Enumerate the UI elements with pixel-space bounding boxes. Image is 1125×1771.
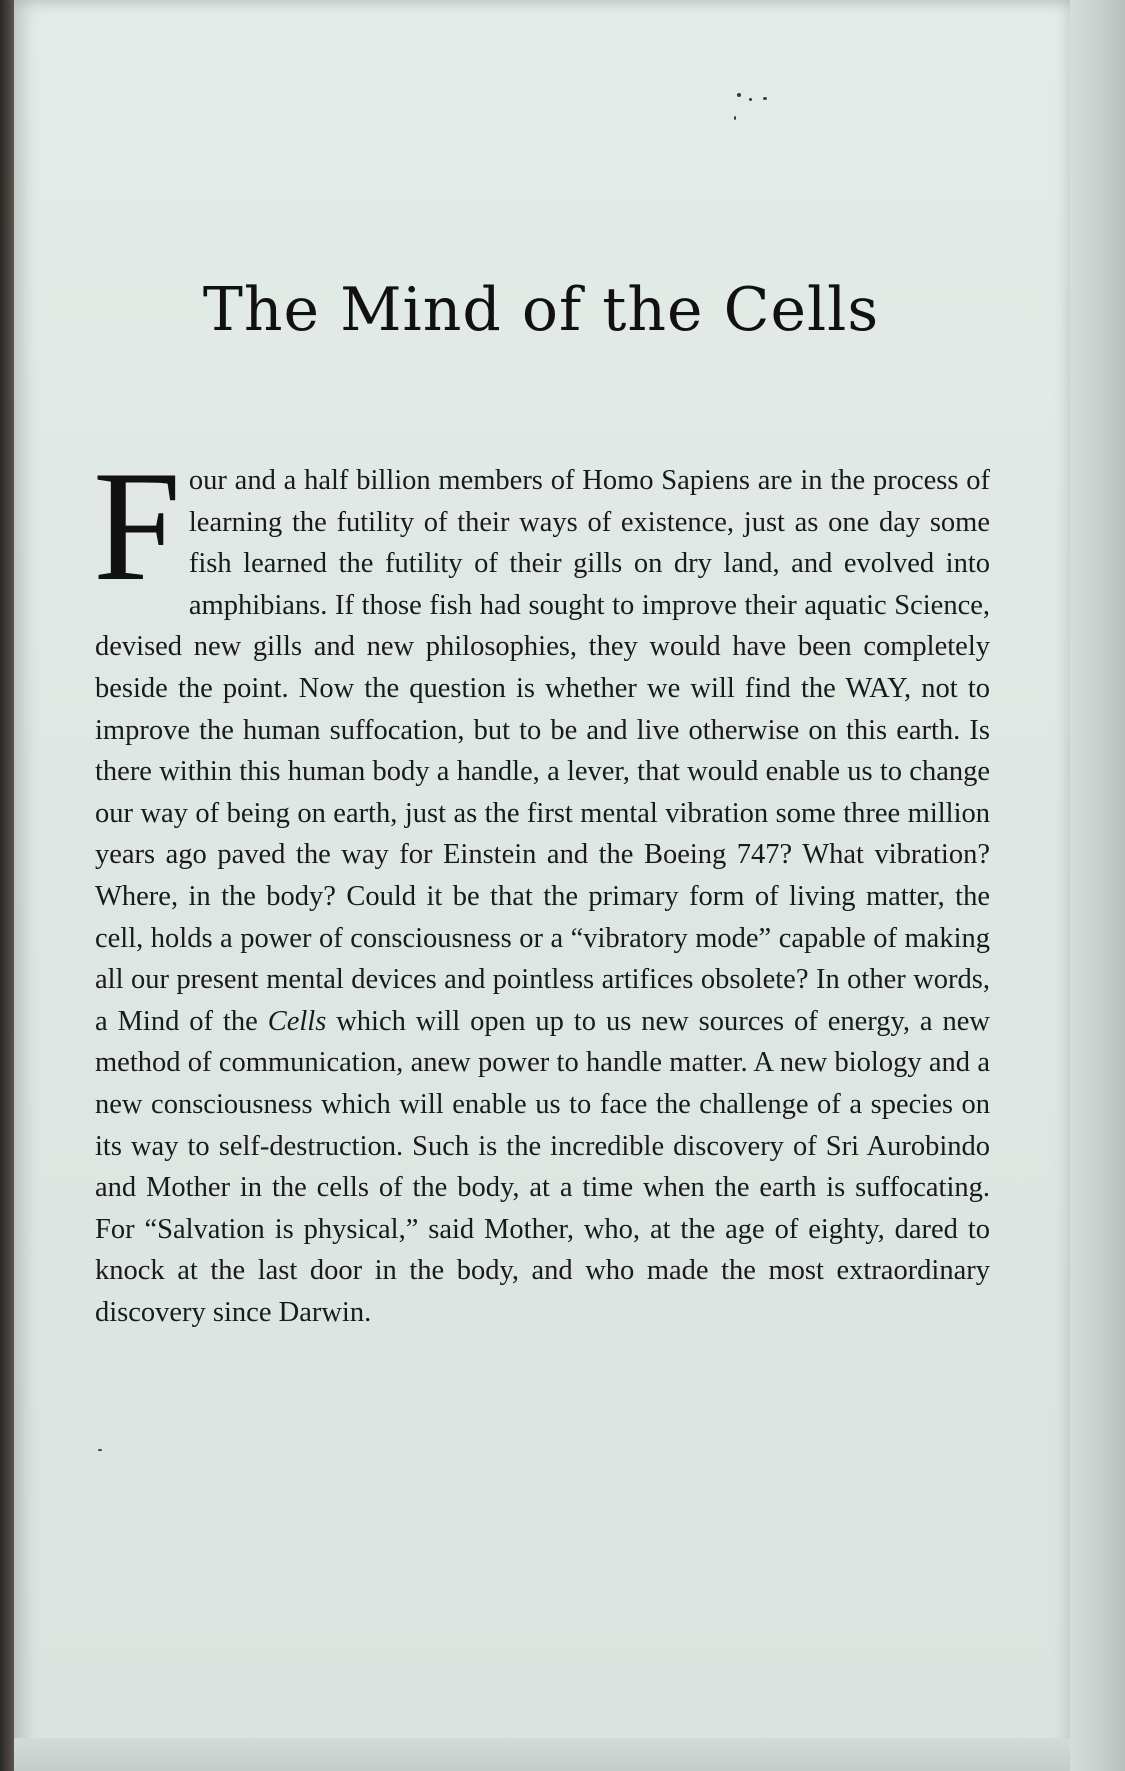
drop-cap: F	[93, 439, 181, 614]
page-speck	[749, 98, 752, 101]
page-speck	[737, 93, 741, 97]
body-text-part-1: our and a half billion members of Homo Sapiens are in the process of learning the futility of their ways of existence, just as one day some fish learned the futility of their gills on dry land, and evolved into amphibians. If those fish had sought to improve their aquatic Science, devised new gills and new philosophies, they would have been completely beside the point. Now the question is whether we will find the WAY, not to improve the human suffocation, but to be and live otherwise on this earth. Is there within this human body a handle, a lever, that would enable us to change our way of being on earth, just as the first mental vibration some three million years ago paved the way for Einstein and the Boeing 747? What vibration? Where, in the body? Could it be that the primary form of living matter, the cell, holds a power of consciousness or a “vibratory mode” capable of making all our present mental devices and pointless artifices obsolete? In other words, a Mind of the	[95, 465, 990, 1037]
body-italic-word: Cells	[267, 1005, 327, 1037]
book-page	[12, 0, 1070, 1771]
page-speck	[734, 116, 736, 120]
spine-shadow	[0, 0, 14, 1771]
page-title: The Mind of the Cells	[202, 275, 880, 345]
page-bottom-edge	[12, 1738, 1070, 1771]
page-speck	[763, 97, 767, 100]
body-paragraph	[93, 439, 990, 1333]
back-cover-edge	[1062, 0, 1125, 1771]
page-speck	[98, 1449, 102, 1451]
body-text-part-2: which will open up to us new sources of energy, a new method of communication, anew power to handle matter. A new biology and a new consciousness which will enable us to face the challenge of a species on its way to self-destruction. Such is the incredible discovery of Sri Aurobindo and Mother in the cells of the body, at a time when the earth is suffocating. For “Salvation is physical,” said Mother, who, at the age of eighty, dared to knock at the last door in the body, and who made the most extraordinary discovery since Darwin.	[95, 1005, 990, 1328]
